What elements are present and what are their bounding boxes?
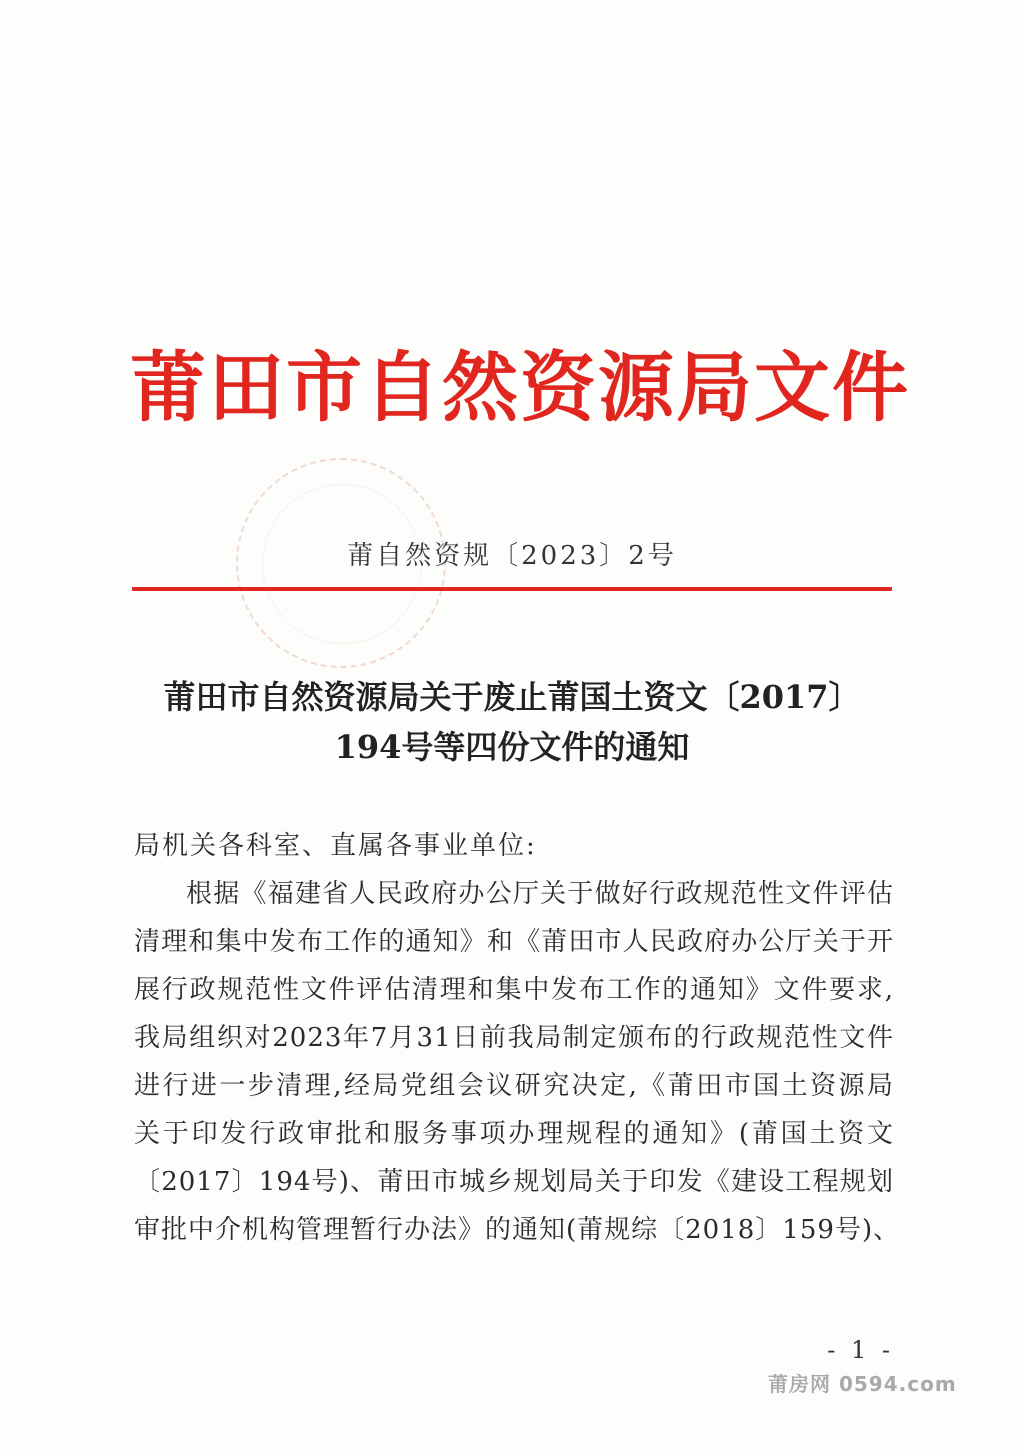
body-line: 根据《福建省人民政府办公厅关于做好行政规范性文件评估 bbox=[186, 879, 894, 909]
addressee: 局机关各科室、直属各事业单位: bbox=[134, 831, 537, 861]
body-line: 进行进一步清理,经局党组会议研究决定,《莆田市国土资源局 bbox=[134, 1071, 894, 1101]
body-line: 我局组织对2023年7月31日前我局制定颁布的行政规范性文件 bbox=[134, 1023, 894, 1053]
body-line: 审批中介机构管理暂行办法》的通知(莆规综〔2018〕159号)、 bbox=[134, 1215, 901, 1245]
body-line: 〔2017〕194号)、莆田市城乡规划局关于印发《建设工程规划 bbox=[134, 1167, 894, 1197]
document-number: 莆自然资规〔2023〕2号 bbox=[347, 541, 677, 571]
red-divider-line bbox=[132, 587, 892, 591]
site-watermark: 莆房网 0594.com bbox=[768, 1372, 957, 1396]
notice-title-line-2: 194号等四份文件的通知 bbox=[334, 728, 690, 766]
agency-header-title: 莆田市自然资源局文件 bbox=[130, 343, 910, 432]
body-line: 清理和集中发布工作的通知》和《莆田市人民政府办公厅关于开 bbox=[134, 927, 894, 957]
body-text bbox=[134, 870, 901, 1254]
notice-title bbox=[130, 672, 894, 772]
body-line: 展行政规范性文件评估清理和集中发布工作的通知》文件要求, bbox=[134, 975, 894, 1005]
notice-title-line-1: 莆田市自然资源局关于废止莆国土资文〔2017〕 bbox=[163, 678, 861, 716]
body-line: 关于印发行政审批和服务事项办理规程的通知》(莆国土资文 bbox=[134, 1119, 894, 1149]
page-number: - 1 - bbox=[827, 1336, 894, 1364]
